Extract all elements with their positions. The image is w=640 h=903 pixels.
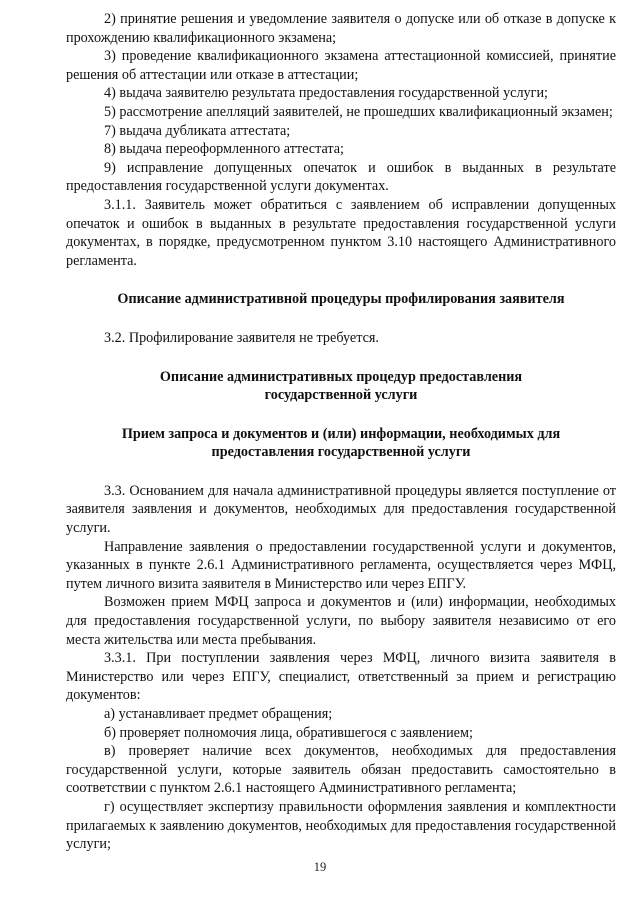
paragraph: Возможен прием МФЦ запроса и документов и (или) информации, необходимых для предоставления государственной услуги, по выбору заявителя независимо от его места жительства или места пребывания. (66, 594, 616, 648)
page-number: 19 (313, 860, 327, 874)
paragraph: 3.3. Основанием для начала административной процедуры является поступление от заявителя заявления и документов, необходимых для предоставления государственной услуги. (66, 482, 616, 537)
paragraph: Направление заявления о предоставлении государственной услуги и документов, указанных в пункте 2.6.1 Административного регламента, осуществляется через МФЦ, путем личного визита заявителя в Министерство или через ЕПГУ. (66, 538, 616, 592)
paragraph: г) осуществляет экспертизу правильности оформления заявления и комплектности прилагаемых к заявлению документов, необходимых для предоставления государственной услуги; (66, 798, 616, 853)
paragraph: 3.1.1. Заявитель может обратиться с заявлением об исправлении допущенных опечаток и ошибок в выданных в результате предоставления государственной услуги документах, в порядке, предусмотренном пунктом 3.10 настоящего Административного регламента. (66, 196, 616, 269)
paragraph: 7) выдача дубликата аттестата; (104, 122, 291, 139)
paragraph: 3) проведение квалификационного экзамена аттестационной комиссией, принятие решения об аттестации или отказе в аттестации; (66, 48, 616, 83)
paragraph: 3.2. Профилирование заявителя не требуется. (104, 329, 379, 346)
paragraph: а) устанавливает предмет обращения; (104, 706, 333, 722)
paragraph: 9) исправление допущенных опечаток и ошибок в выданных в результате предоставления государственной услуги документах. (66, 159, 616, 195)
section-heading-procedures: Описание административных процедур предоставления государственной услуги (159, 368, 523, 404)
paragraph: 4) выдача заявителю результата предоставления государственной услуги; (104, 85, 548, 102)
paragraph: 8) выдача переоформленного аттестата; (104, 141, 344, 158)
paragraph: 5) рассмотрение апелляций заявителей, не прошедших квалификационный экзамен; (104, 103, 613, 120)
paragraph: 2) принятие решения и уведомление заявителя о допуске или об отказе в допуске к прохождению квалификационного экзамена; (66, 11, 616, 46)
section-heading-reception: Прием запроса и документов и (или) информации, необходимых для предоставления государственной услуги (121, 425, 561, 461)
paragraph: 3.3.1. При поступлении заявления через МФЦ, личного визита заявителя в Министерство или через ЕПГУ, специалист, ответственный за прием и регистрацию документов: (66, 650, 616, 704)
paragraph: б) проверяет полномочия лица, обратившегося с заявлением; (104, 724, 473, 741)
document-page (66, 10, 616, 854)
paragraph: в) проверяет наличие всех документов, необходимых для предоставления государственной услуги, которые заявитель обязан предоставить самостоятельно в соответствии с пунктом 2.6.1 настоящего Административного регламента; (66, 743, 616, 797)
section-heading-profiling: Описание административной процедуры профилирования заявителя (117, 291, 565, 308)
